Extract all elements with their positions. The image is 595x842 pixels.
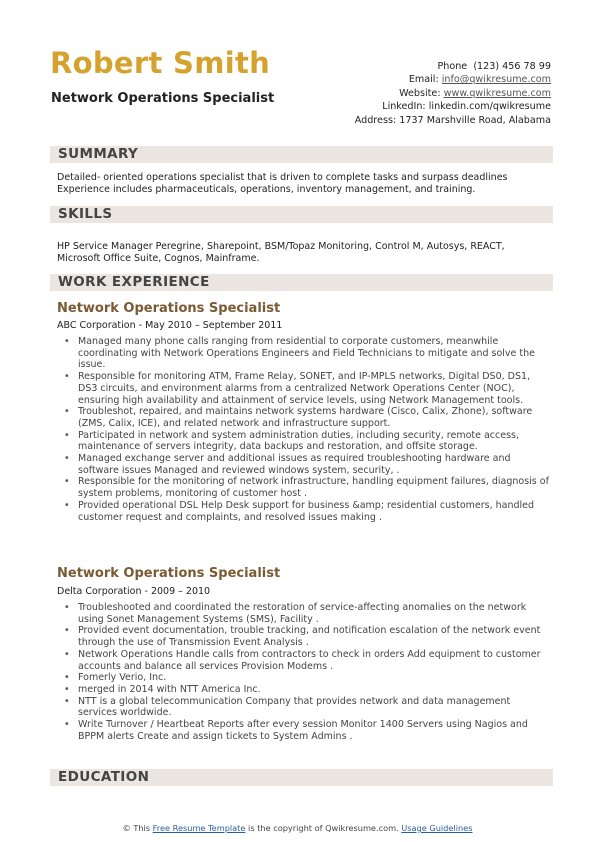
experience-title: WORK EXPERIENCE (58, 274, 210, 290)
list-item: • Provided event documentation, trouble tracking, and notification escalation of the network event through the use of Transmission Event Analysis . (62, 625, 552, 648)
education-title: EDUCATION (58, 769, 150, 785)
footer (0, 823, 595, 833)
list-item: • Managed many phone calls ranging from residential to corporate customers, meanwhile coordinating with Network Operations Engineers and Field Technicians to mitigate and solve the issue. (62, 336, 552, 371)
job-company-dates: ABC Corporation - May 2010 – September 2011 (57, 320, 283, 331)
list-item: • NTT is a global telecommunication Company that provides network and data management services worldwide. (62, 696, 552, 719)
address-line (291, 114, 551, 127)
list-item: • Responsible for the monitoring of network infrastructure, handling equipment failures, diagnosis of system problems, monitoring of customer host . (62, 476, 552, 499)
linkedin-label: LinkedIn: (382, 101, 426, 113)
linkedin-line (291, 100, 551, 113)
skills-section-header (50, 206, 553, 223)
list-item: • Troubleshot, repaired, and maintains network systems hardware (Cisco, Calix, Zhone), software (ZMS, Calix, ICE), and related network and infrastructure support. (62, 406, 552, 429)
address-value: 1737 Marshville Road, Alabama (399, 114, 551, 126)
email-line (291, 73, 551, 86)
website-link[interactable]: www.qwikresume.com (443, 87, 551, 99)
list-item: • Network Operations Handle calls from contractors to check in orders Add equipment to customer accounts and balance all services Provision Modems . (62, 649, 552, 672)
skills-title: SKILLS (58, 206, 113, 222)
job-title: Network Operations Specialist (57, 566, 281, 581)
email-link[interactable]: info@qwikresume.com (441, 74, 551, 86)
candidate-role: Network Operations Specialist (51, 91, 275, 106)
experience-section-header (50, 274, 553, 291)
summary-text: Detailed- oriented operations specialist that is driven to complete tasks and surpass deadlines Experience includes pharmaceuticals, operations, inventory management, and training. (57, 172, 508, 195)
candidate-name: Robert Smith (50, 46, 271, 80)
job-title: Network Operations Specialist (57, 301, 281, 316)
website-line (291, 87, 551, 100)
contact-block (291, 60, 551, 127)
email-label: Email: (408, 74, 439, 86)
list-item: • Participated in network and system administration duties, including security, remote access, maintenance of servers integrity, data backups and restoration, and offsite storage. (62, 430, 552, 453)
linkedin-value: linkedin.com/qwikresume (428, 101, 551, 113)
list-item: • Responsible for monitoring ATM, Frame Relay, SONET, and IP-MPLS networks, Digital DS0, DS1, DS3 circuits, and environment alarms from a centralized Network Operations Center (NOC), ensuring high availability and attainment of service levels, using Network Management tools. (62, 371, 552, 406)
list-item: • Troubleshooted and coordinated the restoration of service-affecting anomalies on the network using Sonet Management Systems (SMS), Facility . (62, 602, 552, 625)
list-item: • Write Turnover / Heartbeat Reports after every session Monitor 1400 Servers using Nagios and BPPM alerts Create and assign tickets to System Admins . (62, 719, 552, 742)
education-section-header (50, 769, 553, 786)
phone-label: Phone (437, 61, 468, 72)
address-label: Address: (354, 114, 397, 126)
job-company-dates: Delta Corporation - 2009 – 2010 (57, 586, 211, 597)
summary-section-header (50, 146, 553, 163)
job-bullets (62, 336, 552, 523)
footer-prefix: © This (122, 823, 151, 833)
list-item: • merged in 2014 with NTT America Inc. (62, 684, 552, 696)
list-item: • Fomerly Verio, Inc. (62, 672, 552, 684)
free-resume-template-link[interactable]: Free Resume Template (152, 823, 246, 833)
phone-line (291, 60, 551, 73)
summary-title: SUMMARY (58, 146, 139, 162)
job-bullets (62, 602, 552, 742)
skills-text: HP Service Manager Peregrine, Sharepoint, BSM/Topaz Monitoring, Control M, Autosys, REACT, Microsoft Office Suite, Cognos, Mainframe. (57, 241, 505, 264)
footer-copyright: is the copyright of Qwikresume.com. (248, 823, 399, 833)
list-item: • Managed exchange server and additional issues as required troubleshooting hardware and software issues Managed and reviewed windows system, security, . (62, 453, 552, 476)
list-item: • Provided operational DSL Help Desk support for business &amp; residential customers, handled customer request and complaints, and resolved issues making . (62, 500, 552, 523)
website-label: Website: (399, 87, 441, 99)
usage-guidelines-link[interactable]: Usage Guidelines (401, 823, 473, 833)
phone-value: (123) 456 78 99 (473, 61, 551, 72)
